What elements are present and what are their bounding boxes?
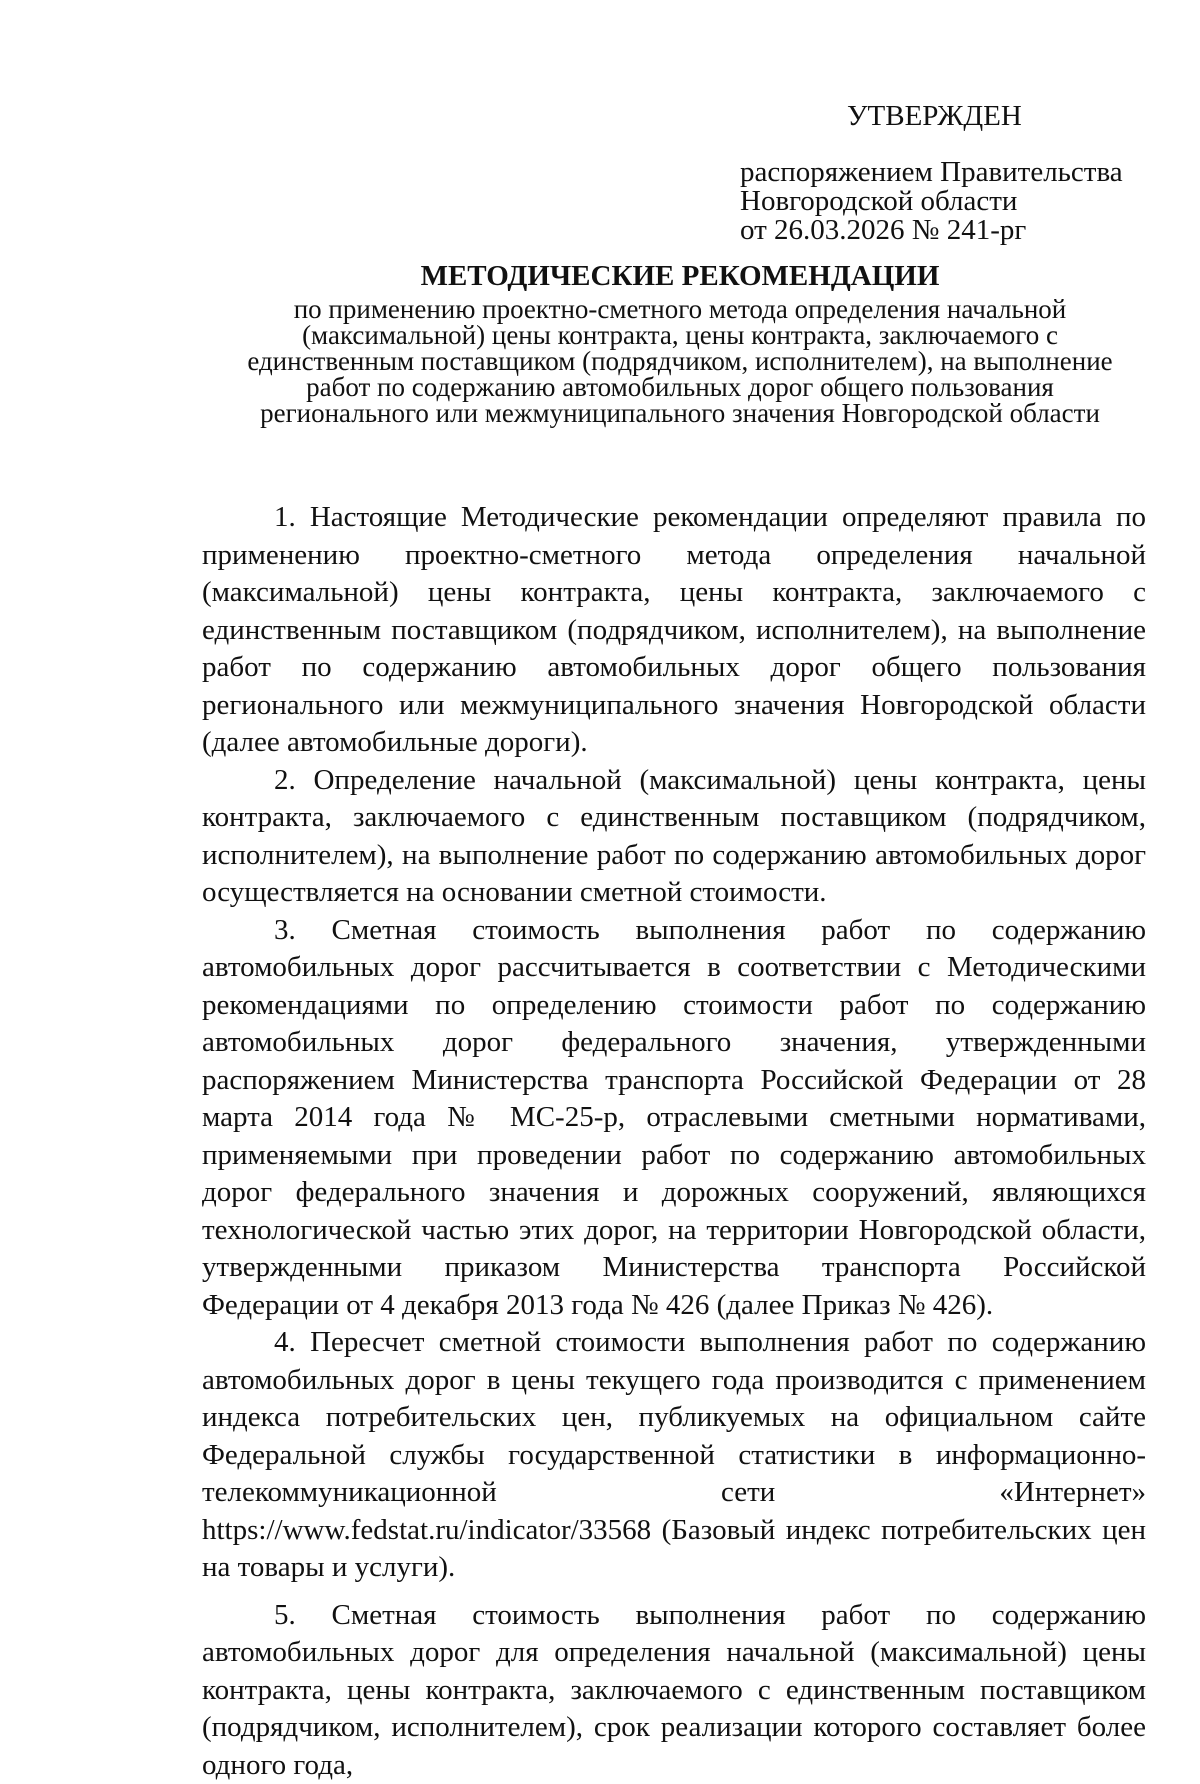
approval-line: от 26.03.2026 № 241-рг [740, 216, 1160, 245]
paragraph-5: 5. Сметная стоимость выполнения работ по содержанию автомобильных дорог для определения начальной (максимальной) цены контракта, цены контракта, заключаемого с единственным поставщиком (подрядчиком, исполнителем), срок реализации которого составляет более одного года, [202, 1597, 1146, 1784]
approved-label: УТВЕРЖДЕН [847, 102, 1160, 131]
subtitle-line: регионального или межмуниципального значения Новгородской области [150, 400, 1200, 426]
subtitle-line: по применению проектно-сметного метода определения начальной [150, 296, 1200, 322]
subtitle-line: (максимальной) цены контракта, цены контракта, заключаемого с [150, 322, 1200, 348]
paragraph-1: 1. Настоящие Методические рекомендации определяют правила по применению проектно-сметного метода определения начальной (максимальной) цены контракта, цены контракта, заключаемого с единственным поставщиком (подрядчиком, исполнителем), на выполнение работ по содержанию автомобильных дорог общего пользования регионального или межмуниципального значения Новгородской области (далее автомобильные дороги). [202, 499, 1146, 762]
subtitle-line: единственным поставщиком (подрядчиком, исполнителем), на выполнение [150, 348, 1200, 374]
document-body [202, 499, 1146, 1784]
subtitle-line: работ по содержанию автомобильных дорог общего пользования [150, 374, 1200, 400]
approval-line: Новгородской области [740, 187, 1160, 216]
paragraph-4: 4. Пересчет сметной стоимости выполнения работ по содержанию автомобильных дорог в цены текущего года производится с применением индекса потребительских цен, публикуемых на официальном сайте Федеральной службы государственной статистики в информационно-телекоммуникационной сети «Интернет» https://www.fedstat.ru/indicator/33568 (Базовый индекс потребительских цен на товары и услуги). [202, 1324, 1146, 1587]
approval-stamp [740, 102, 1160, 245]
document-heading [150, 263, 1200, 426]
paragraph-3: 3. Сметная стоимость выполнения работ по содержанию автомобильных дорог рассчитывается в соответствии с Методическими рекомендациями по определению стоимости работ по содержанию автомобильных дорог федерального значения, утвержденными распоряжением Министерства транспорта Российской Федерации от 28 марта 2014 года № МС-25-р, отраслевыми сметными нормативами, применяемыми при проведении работ по содержанию автомобильных дорог федерального значения и дорожных сооружений, являющихся технологической частью этих дорог, на территории Новгородской области, утвержденными приказом Министерства транспорта Российской Федерации от 4 декабря 2013 года № 426 (далее Приказ № 426). [202, 912, 1146, 1325]
document-title: МЕТОДИЧЕСКИЕ РЕКОМЕНДАЦИИ [150, 263, 1200, 289]
approval-line: распоряжением Правительства [740, 158, 1160, 187]
paragraph-2: 2. Определение начальной (максимальной) цены контракта, цены контракта, заключаемого с единственным поставщиком (подрядчиком, исполнителем), на выполнение работ по содержанию автомобильных дорог осуществляется на основании сметной стоимости. [202, 762, 1146, 912]
